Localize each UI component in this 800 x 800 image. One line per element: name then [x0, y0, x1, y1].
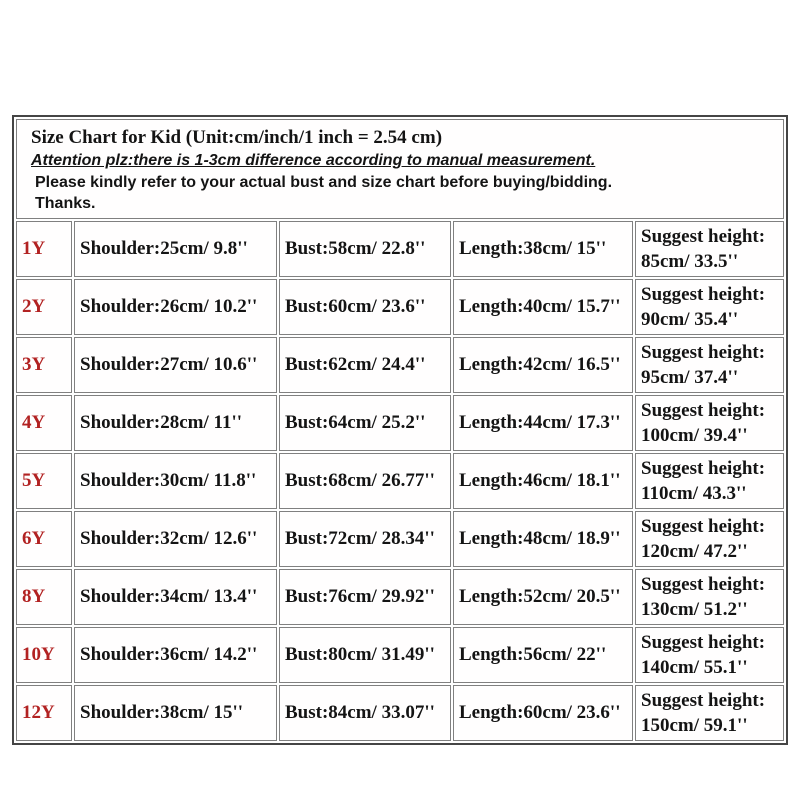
size-label-cell: 2Y — [16, 279, 72, 335]
suggest-height-value: 150cm/ 59.1'' — [641, 715, 748, 736]
suggest-height-label: Suggest height: — [641, 284, 766, 305]
suggest-height-cell — [635, 279, 784, 335]
table-row — [16, 221, 784, 277]
suggest-height-cell — [635, 337, 784, 393]
size-label-cell: 8Y — [16, 569, 72, 625]
suggest-height-value: 130cm/ 51.2'' — [641, 599, 748, 620]
length-cell: Length:56cm/ 22'' — [453, 627, 633, 683]
page-title: Size Chart for Kid (Unit:cm/inch/1 inch = 2.54 cm) — [31, 127, 443, 148]
shoulder-cell: Shoulder:25cm/ 9.8'' — [74, 221, 277, 277]
bust-cell: Bust:60cm/ 23.6'' — [279, 279, 451, 335]
bust-cell: Bust:64cm/ 25.2'' — [279, 395, 451, 451]
suggest-height-cell — [635, 569, 784, 625]
thanks-note: Thanks. — [35, 195, 96, 212]
length-cell: Length:44cm/ 17.3'' — [453, 395, 633, 451]
size-table-body — [16, 119, 784, 741]
table-row — [16, 279, 784, 335]
measurement-note: Please kindly refer to your actual bust and size chart before buying/bidding. — [35, 174, 613, 191]
header-row — [16, 119, 784, 219]
table-row — [16, 453, 784, 509]
bust-cell: Bust:68cm/ 26.77'' — [279, 453, 451, 509]
bust-cell: Bust:80cm/ 31.49'' — [279, 627, 451, 683]
length-cell: Length:38cm/ 15'' — [453, 221, 633, 277]
length-cell: Length:46cm/ 18.1'' — [453, 453, 633, 509]
shoulder-cell: Shoulder:34cm/ 13.4'' — [74, 569, 277, 625]
bust-cell: Bust:76cm/ 29.92'' — [279, 569, 451, 625]
size-label-cell: 5Y — [16, 453, 72, 509]
suggest-height-label: Suggest height: — [641, 400, 766, 421]
size-chart-table — [12, 115, 788, 745]
suggest-height-cell — [635, 395, 784, 451]
suggest-height-label: Suggest height: — [641, 690, 766, 711]
chart-header-cell — [16, 119, 784, 219]
suggest-height-cell — [635, 453, 784, 509]
bust-cell: Bust:62cm/ 24.4'' — [279, 337, 451, 393]
shoulder-cell: Shoulder:38cm/ 15'' — [74, 685, 277, 741]
length-cell: Length:42cm/ 16.5'' — [453, 337, 633, 393]
shoulder-cell: Shoulder:28cm/ 11'' — [74, 395, 277, 451]
table-row — [16, 337, 784, 393]
length-cell: Length:48cm/ 18.9'' — [453, 511, 633, 567]
shoulder-cell: Shoulder:32cm/ 12.6'' — [74, 511, 277, 567]
bust-cell: Bust:58cm/ 22.8'' — [279, 221, 451, 277]
attention-note: Attention plz:there is 1-3cm difference according to manual measurement. — [31, 152, 596, 169]
suggest-height-value: 110cm/ 43.3'' — [641, 483, 747, 504]
suggest-height-value: 100cm/ 39.4'' — [641, 425, 748, 446]
table-row — [16, 627, 784, 683]
suggest-height-value: 85cm/ 33.5'' — [641, 251, 739, 272]
size-label-cell: 12Y — [16, 685, 72, 741]
bust-cell: Bust:84cm/ 33.07'' — [279, 685, 451, 741]
suggest-height-cell — [635, 221, 784, 277]
suggest-height-cell — [635, 511, 784, 567]
suggest-height-value: 120cm/ 47.2'' — [641, 541, 748, 562]
suggest-height-label: Suggest height: — [641, 226, 766, 247]
suggest-height-cell — [635, 685, 784, 741]
suggest-height-value: 95cm/ 37.4'' — [641, 367, 739, 388]
shoulder-cell: Shoulder:36cm/ 14.2'' — [74, 627, 277, 683]
suggest-height-label: Suggest height: — [641, 574, 766, 595]
length-cell: Length:52cm/ 20.5'' — [453, 569, 633, 625]
length-cell: Length:40cm/ 15.7'' — [453, 279, 633, 335]
bust-cell: Bust:72cm/ 28.34'' — [279, 511, 451, 567]
table-row — [16, 511, 784, 567]
suggest-height-label: Suggest height: — [641, 516, 766, 537]
shoulder-cell: Shoulder:27cm/ 10.6'' — [74, 337, 277, 393]
size-label-cell: 3Y — [16, 337, 72, 393]
length-cell: Length:60cm/ 23.6'' — [453, 685, 633, 741]
table-row — [16, 395, 784, 451]
suggest-height-label: Suggest height: — [641, 458, 766, 479]
shoulder-cell: Shoulder:30cm/ 11.8'' — [74, 453, 277, 509]
shoulder-cell: Shoulder:26cm/ 10.2'' — [74, 279, 277, 335]
suggest-height-label: Suggest height: — [641, 632, 766, 653]
suggest-height-label: Suggest height: — [641, 342, 766, 363]
size-label-cell: 4Y — [16, 395, 72, 451]
suggest-height-value: 90cm/ 35.4'' — [641, 309, 739, 330]
size-label-cell: 6Y — [16, 511, 72, 567]
size-label-cell: 10Y — [16, 627, 72, 683]
suggest-height-value: 140cm/ 55.1'' — [641, 657, 748, 678]
table-row — [16, 685, 784, 741]
table-row — [16, 569, 784, 625]
size-label-cell: 1Y — [16, 221, 72, 277]
suggest-height-cell — [635, 627, 784, 683]
